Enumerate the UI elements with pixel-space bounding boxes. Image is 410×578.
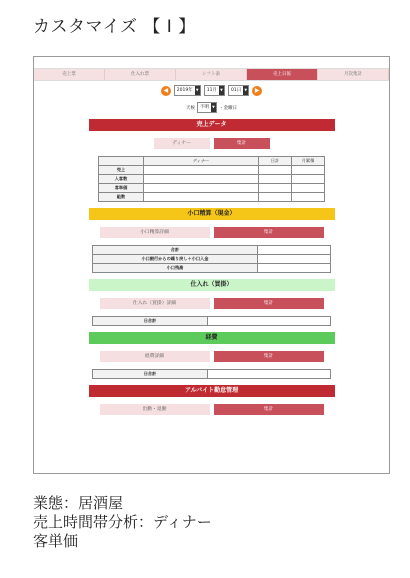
purchase-total-button[interactable]: 集計	[214, 298, 324, 309]
table-row: 小口銀行からの繰り戻し＋小口入金	[93, 255, 331, 264]
section-petty-cash: 小口精算（現金）	[89, 208, 335, 220]
weather-select[interactable]: 不明 ▼	[197, 102, 217, 113]
caption-block	[33, 494, 212, 551]
date-bar	[34, 85, 389, 96]
tab-monthly[interactable]: 月次集計	[318, 69, 389, 80]
caption-time-analysis: 売上時間帯分析：ディナー	[33, 513, 212, 531]
table-row: 客単価	[99, 184, 325, 193]
weather-row	[34, 102, 389, 113]
chevron-down-icon: ▼	[219, 86, 224, 95]
tab-daily-report[interactable]: 売上日報	[247, 69, 318, 80]
day-select[interactable]: 01日 ▼	[228, 85, 249, 96]
next-day-button[interactable]: ▶	[252, 86, 262, 96]
purchase-table	[92, 316, 331, 326]
caption-business-type: 業態：居酒屋	[33, 494, 124, 512]
section-purchase: 仕入れ（買掛）	[89, 279, 335, 291]
sales-total-button[interactable]: 集計	[214, 138, 270, 149]
col-dinner: ディナー	[144, 157, 259, 166]
page-heading: カスタマイズ 【 I 】	[33, 17, 196, 37]
tab-sales-slip[interactable]: 売上票	[34, 69, 105, 80]
table-row: 小口残高	[93, 264, 331, 273]
year-select[interactable]: 2019年 ▼	[174, 85, 201, 96]
chevron-down-icon: ▼	[211, 103, 216, 112]
chevron-down-icon: ▼	[243, 86, 248, 95]
weather-label: 天候	[186, 105, 195, 111]
expense-detail-button[interactable]: 経費詳細	[100, 351, 210, 362]
expense-table	[92, 369, 331, 379]
parttime-total-button[interactable]: 集計	[214, 404, 324, 415]
tab-purchase-slip[interactable]: 仕入れ票	[105, 69, 176, 80]
sales-table	[98, 156, 325, 202]
month-select[interactable]: 11月 ▼	[204, 85, 225, 96]
dinner-button[interactable]: ディナー	[154, 138, 210, 149]
petty-table	[92, 245, 331, 273]
weekday-label: ・金曜日	[219, 105, 237, 111]
attendance-button[interactable]: 出勤・退勤	[100, 404, 210, 415]
col-month-cum: 月累積	[292, 157, 325, 166]
table-row: 入客数	[99, 175, 325, 184]
prev-day-button[interactable]: ◀	[161, 86, 171, 96]
petty-detail-button[interactable]: 小口精算詳細	[100, 227, 210, 238]
section-sales: 売上データ	[89, 119, 335, 131]
section-expense: 経費	[89, 332, 335, 344]
tab-shift[interactable]: シフト表	[176, 69, 247, 80]
table-row: 売上	[99, 166, 325, 175]
table-row: 合計	[93, 246, 331, 255]
caption-avg-spend: 客単価	[33, 532, 79, 550]
table-row: 日合計	[93, 317, 331, 326]
table-row: 日合計	[93, 370, 331, 379]
purchase-detail-button[interactable]: 仕入れ（買掛）詳細	[100, 298, 210, 309]
screenshot-frame	[33, 56, 390, 474]
expense-total-button[interactable]: 集計	[214, 351, 324, 362]
chevron-down-icon: ▼	[195, 86, 200, 95]
petty-total-button[interactable]: 集計	[214, 227, 324, 238]
table-row: 組数	[99, 193, 325, 202]
col-day-total: 日計	[259, 157, 292, 166]
tab-bar	[34, 68, 389, 81]
section-parttime: アルバイト勤怠管理	[89, 385, 335, 397]
